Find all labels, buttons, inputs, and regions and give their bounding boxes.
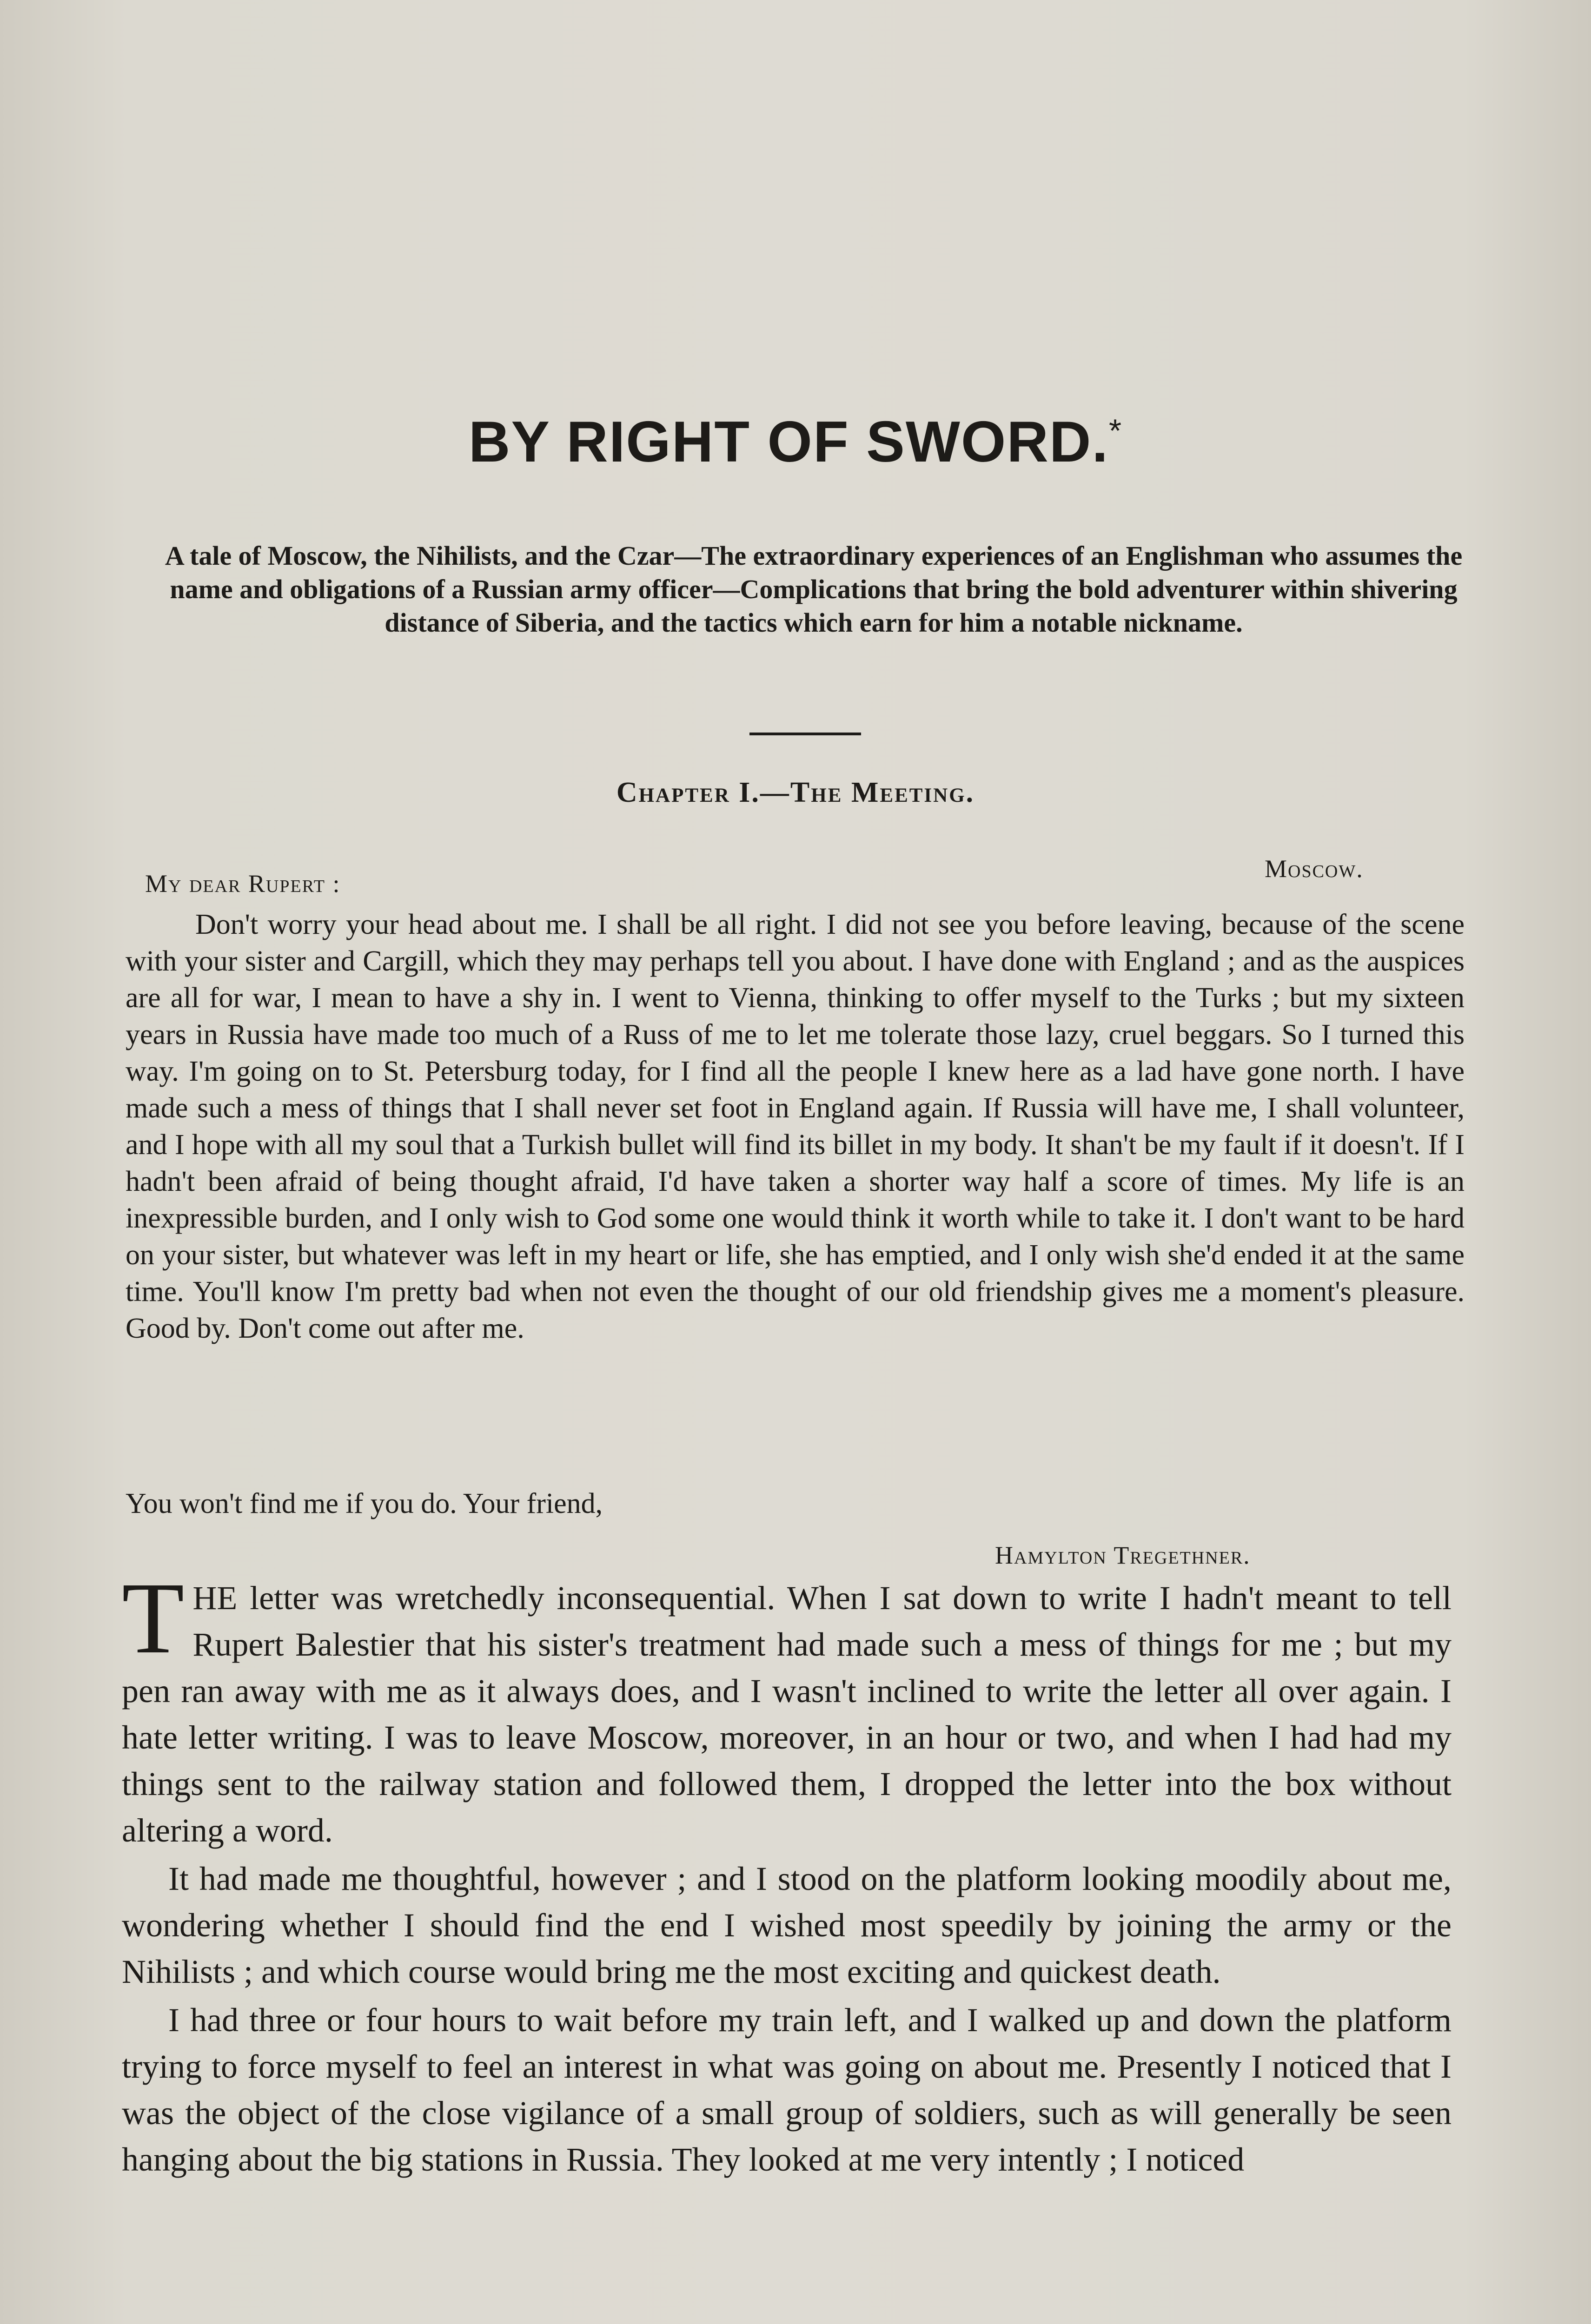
letter-salutation: My dear Rupert : [145,870,341,898]
letter-signature: Hamylton Tregethner. [995,1541,1251,1569]
story-paragraph-2: It had made me thoughtful, however ; and I stood on the platform looking moodily about me, wondering whether I should find the end I wished most speedily by joining the army or the Nihilists ; and which course would bring me the most exciting and quickest death. [122,1860,1452,1990]
letter-closing: You won't find me if you do. Your friend, [126,1488,603,1519]
story-subtitle: A tale of Moscow, the Nihilists, and the Czar—The extraordinary experiences of an Englishman who assumes the name and obligations of a Russian army officer—Complications that bring the bold adventurer within shivering distance of Siberia, and the tactics which earn for him a notable nickname. [165,541,1463,638]
story-title [0,409,1591,475]
chapter-heading: Chapter I.—The Meeting. [616,777,975,808]
story-body [122,1561,1452,2183]
title-footnote-mark: * [1108,412,1123,449]
story-paragraph-1 [122,1561,1452,1854]
drop-cap: T [122,1561,185,1675]
section-divider [749,733,861,735]
letter-place: Moscow. [1265,855,1364,883]
letter-body: Don't worry your head about me. I shall be all right. I did not see you before leaving, because of the scene with your sister and Cargill, which they may perhaps tell you about. I have done with England ; and as the auspices are all for war, I mean to have a shy in. I went to Vienna, thinking to offer myself to the Turks ; but my sixteen years in Russia have made too much of a Russ of me to let me tolerate those lazy, cruel beggars. So I turned this way. I'm going on to St. Petersburg today, for I find all the people I knew here as a lad have gone north. I have made such a mess of things that I shall never set foot in England again. If Russia will have me, I shall volunteer, and I hope with all my soul that a Turkish bullet will find its billet in my body. It shan't be my fault if it doesn't. If I hadn't been afraid of being thought afraid, I'd have taken a shorter way half a score of times. My life is an inexpressible burden, and I only wish to God some one would think it worth while to take it. I don't want to be hard on your sister, but whatever was left in my heart or life, she has emptied, and I only wish she'd ended it at the same time. You'll know I'm pretty bad when not even the thought of our old friendship gives me a moment's pleasure. Good by. Don't come out after me. [126,909,1465,1344]
story-title-text: BY RIGHT OF SWORD. [468,410,1109,474]
story-paragraph-3: I had three or four hours to wait before my train left, and I walked up and down the platform trying to force myself to feel an interest in what was going on about me. Presently I noticed that I was the object of the close vigilance of a small group of soldiers, such as will generally be seen hanging about the big stations in Russia. They looked at me very intently ; I noticed [122,2001,1452,2178]
story-paragraph-1-text: HE letter was wretchedly inconsequential. When I sat down to write I hadn't meant to tell Rupert Balestier that his sister's treatment had made such a mess of things for me ; but my pen ran away with me as it always does, and I wasn't inclined to write the letter all over again. I hate letter writing. I was to leave Moscow, moreover, in an hour or two, and when I had had my things sent to the railway station and followed them, I dropped the letter into the box without altering a word. [122,1579,1452,1849]
